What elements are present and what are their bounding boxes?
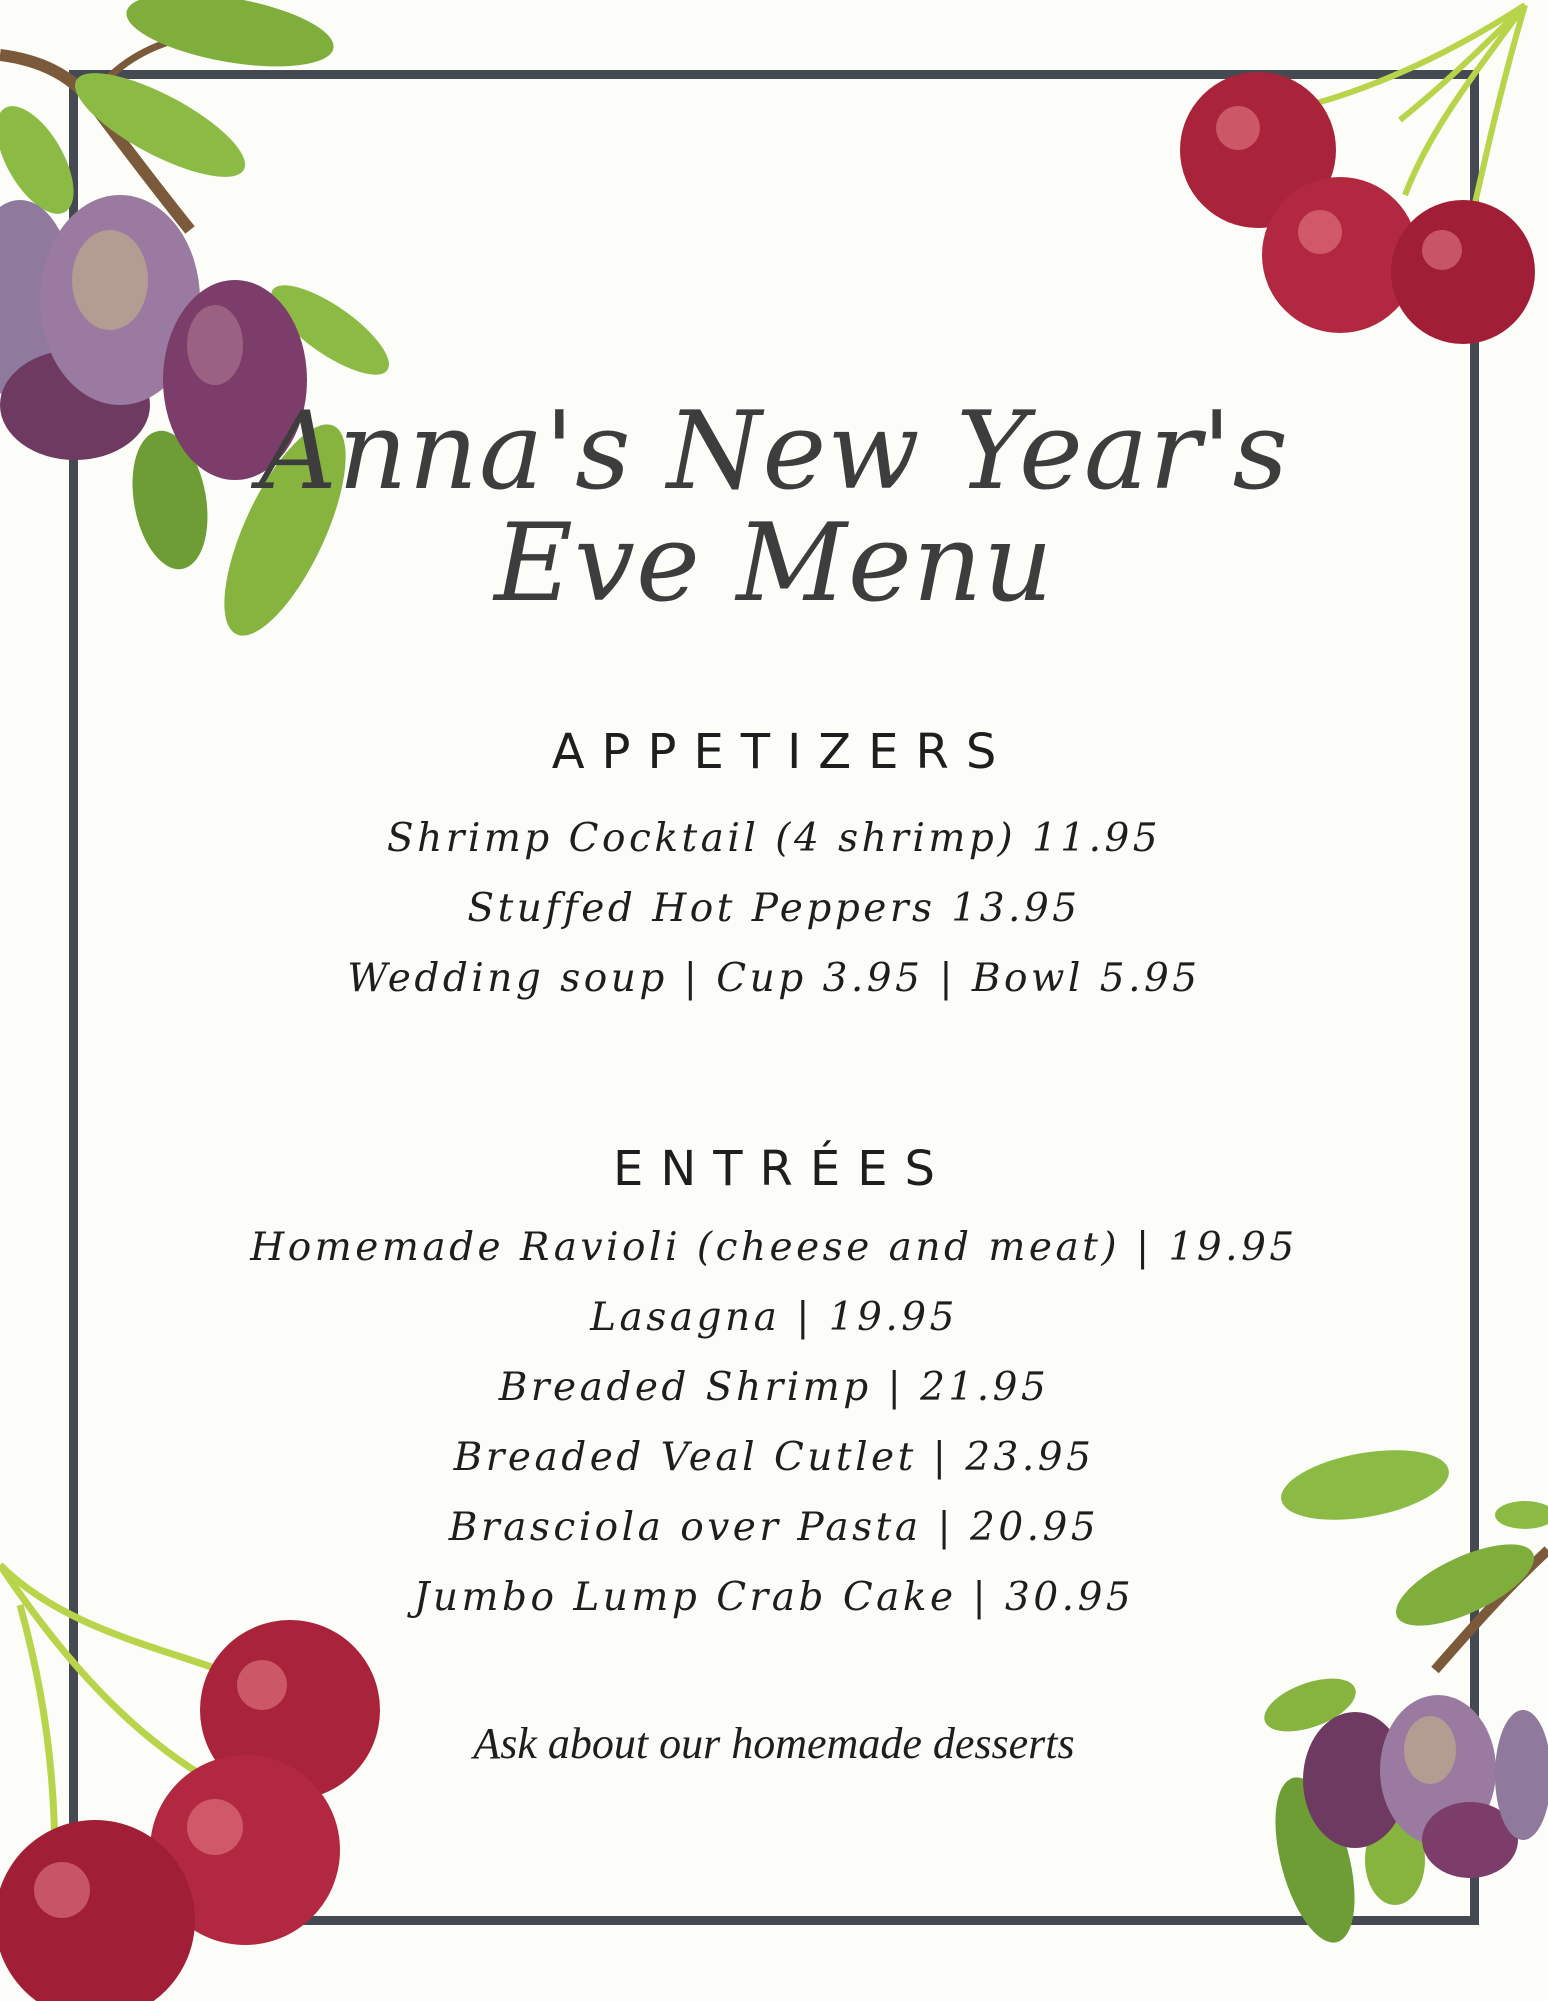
menu-title-line-2: Eve Menu bbox=[494, 501, 1054, 626]
menu-item: Shrimp Cocktail (4 shrimp) 11.95 bbox=[386, 816, 1162, 861]
entrees-heading: ENTRÉES bbox=[612, 1141, 953, 1197]
menu-item: Wedding soup | Cup 3.95 | Bowl 5.95 bbox=[347, 956, 1201, 1001]
menu-item: Homemade Ravioli (cheese and meat) | 19.95 bbox=[250, 1225, 1298, 1270]
appetizers-heading: APPETIZERS bbox=[551, 724, 1014, 780]
menu-item: Stuffed Hot Peppers 13.95 bbox=[467, 886, 1081, 931]
menu-item: Jumbo Lump Crab Cake | 30.95 bbox=[413, 1575, 1135, 1620]
menu-item: Breaded Shrimp | 21.95 bbox=[498, 1365, 1050, 1410]
menu-item: Breaded Veal Cutlet | 23.95 bbox=[453, 1435, 1095, 1480]
desserts-note: Ask about our homemade desserts bbox=[473, 1719, 1075, 1768]
menu-item: Lasagna | 19.95 bbox=[590, 1295, 958, 1340]
cherries-illustration-top-right bbox=[1180, 0, 1548, 360]
menu-item: Brasciola over Pasta | 20.95 bbox=[448, 1505, 1100, 1550]
menu-title-line-1: Anna's New Year's bbox=[258, 389, 1290, 514]
